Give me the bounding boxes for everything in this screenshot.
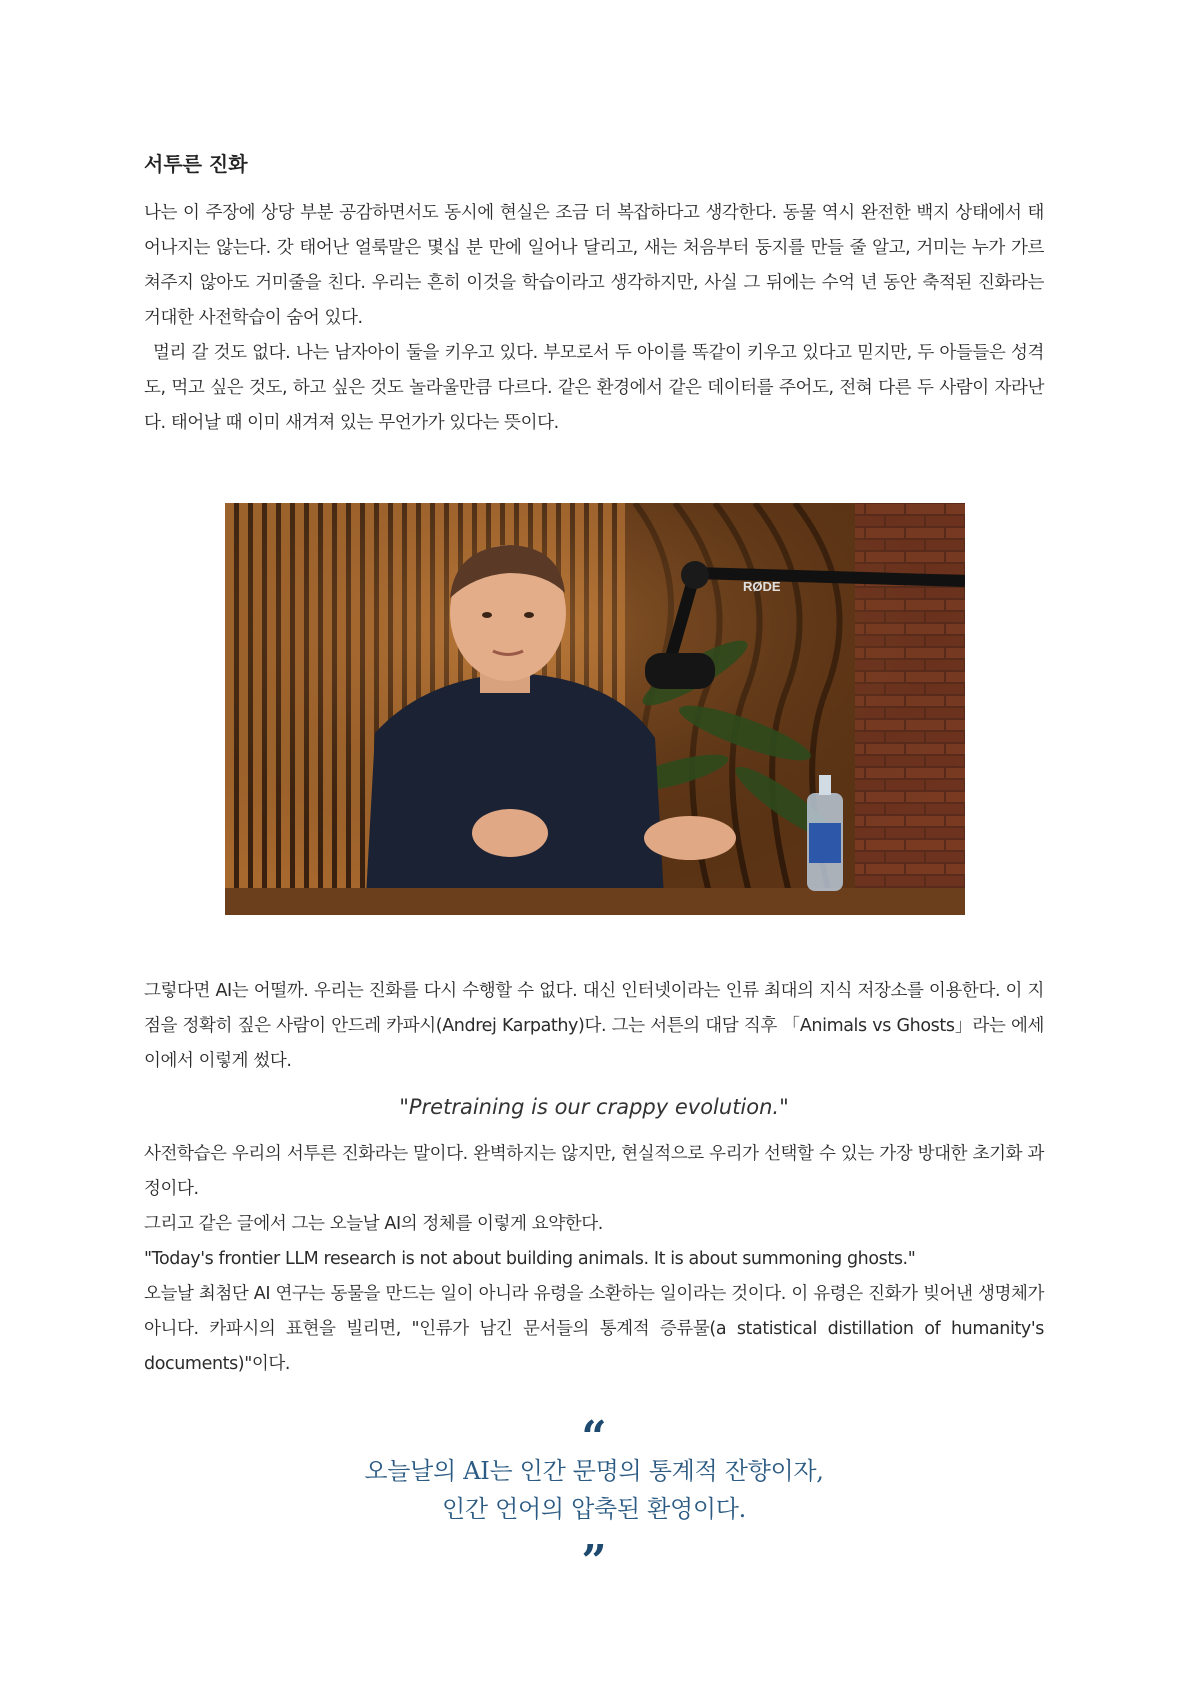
paragraph-4: 사전학습은 우리의 서투른 진화라는 말이다. 완벽하지는 않지만, 현실적으로 우리가 선택할 수 있는 가장 방대한 초기화 과정이다.	[144, 1144, 1044, 1199]
paragraph-5: 그리고 같은 글에서 그는 오늘날 AI의 정체를 이렇게 요약한다.	[144, 1214, 603, 1234]
closing-quote-block	[144, 1412, 1044, 1587]
open-quote-icon: “	[581, 1412, 607, 1463]
section-title: 서투른 진화	[144, 152, 248, 176]
paragraph-2: 멀리 갈 것도 없다. 나는 남자아이 둘을 키우고 있다. 부모로서 두 아이를 똑같이 키우고 있다고 믿지만, 두 아들들은 성격도, 먹고 싶은 것도, 하고 싶은 것도 놀라울만큼 다르다. 같은 환경에서 같은 데이터를 주어도, 전혀 다른 두 사람이 자라난다. 태어날 때 이미 새겨져 있는 무언가가 있다는 뜻이다.	[144, 343, 1044, 433]
close-quote-icon: ”	[581, 1536, 607, 1587]
paragraph-1: 나는 이 주장에 상당 부분 공감하면서도 동시에 현실은 조금 더 복잡하다고 생각한다. 동물 역시 완전한 백지 상태에서 태어나지는 않는다. 갓 태어난 얼룩말은 몇십 분 만에 일어나 달리고, 새는 처음부터 둥지를 만들 줄 알고, 거미는 누가 가르쳐주지 않아도 거미줄을 친다. 우리는 흔히 이것을 학습이라고 생각하지만, 사실 그 뒤에는 수억 년 동안 축적된 진화라는 거대한 사전학습이 숨어 있다.	[144, 203, 1044, 328]
paragraph-3: 그렇다면 AI는 어떨까. 우리는 진화를 다시 수행할 수 없다. 대신 인터넷이라는 인류 최대의 지식 저장소를 이용한다. 이 지점을 정확히 짚은 사람이 안드레 카파시(Andrej Karpathy)다. 그는 서튼의 대담 직후 「Animals vs Ghosts」라는 에세이에서 이렇게 썼다.	[144, 981, 1044, 1071]
interview-photo-illustration	[225, 503, 965, 915]
article-continued	[144, 974, 1044, 1382]
paragraph-7: 오늘날 최첨단 AI 연구는 동물을 만드는 일이 아니라 유령을 소환하는 일이라는 것이다. 이 유령은 진화가 빚어낸 생명체가 아니다. 카파시의 표현을 빌리면, "인류가 남긴 문서들의 통계적 증류물(a statistical distillation of humanity's documents)"이다.	[144, 1284, 1044, 1374]
closing-quote-line-2: 인간 언어의 압축된 환영이다.	[442, 1495, 746, 1523]
paragraph-6: "Today's frontier LLM research is not about building animals. It is about summoning ghosts."	[144, 1249, 916, 1269]
pull-quote: "Pretraining is our crappy evolution."	[399, 1095, 789, 1119]
article-section	[144, 150, 1044, 441]
mic-brand-label: RØDE	[743, 579, 781, 594]
interview-photo	[225, 503, 965, 915]
closing-quote-line-1: 오늘날의 AI는 인간 문명의 통계적 잔향이자,	[364, 1457, 824, 1485]
